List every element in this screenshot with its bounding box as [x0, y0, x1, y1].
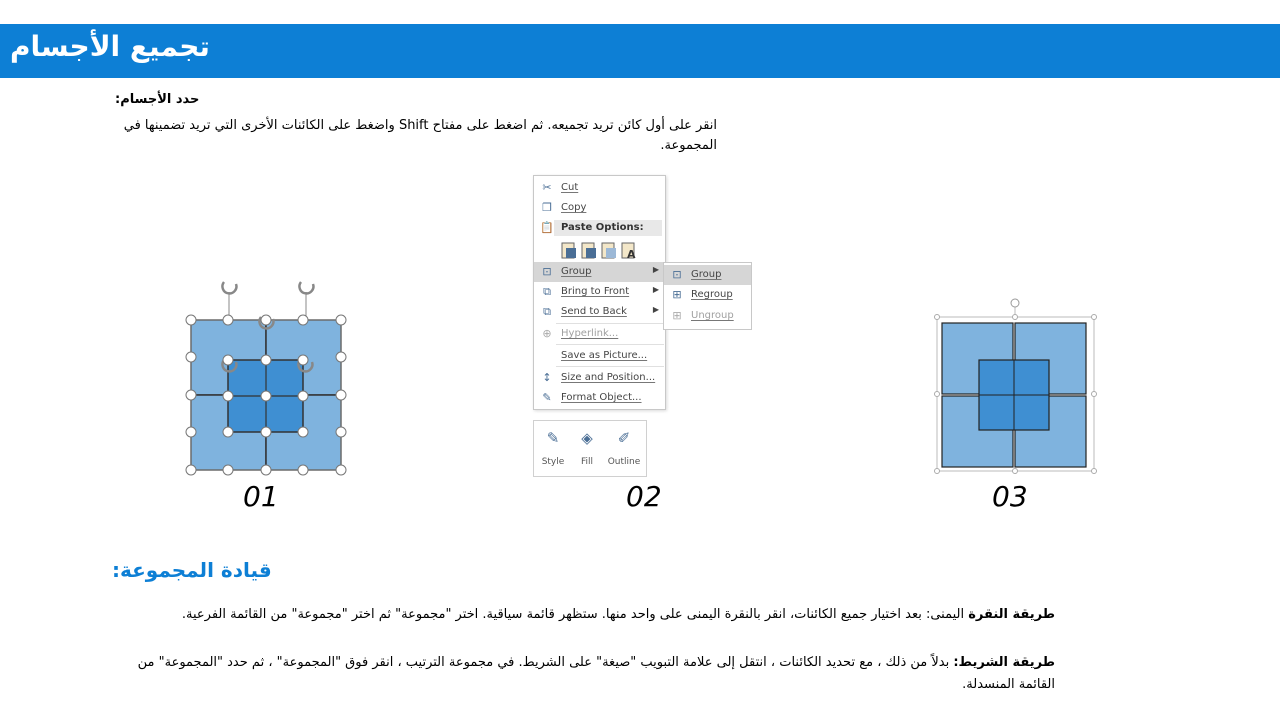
outline-button[interactable]: ✐ Outline — [607, 429, 641, 467]
title-banner — [0, 24, 1280, 78]
copy-icon: ❐ — [542, 201, 552, 214]
step3-illustration — [930, 295, 1100, 480]
group-command-heading: قيادة المجموعة: — [112, 558, 272, 582]
right-click-method-paragraph — [113, 604, 1055, 626]
paste-options-label: Paste Options: — [554, 220, 662, 236]
right-click-method-text: اليمنى: بعد اختيار جميع الكائنات، انقر بالنقرة اليمنى على واحد منها. ستظهر قائمة سياقية. اختر "مجموعة" ثم اختر "مجموعة" من القائمة الفرعية. — [181, 607, 969, 622]
bring-front-icon: ⧉ — [543, 285, 551, 298]
submenu-item-group[interactable]: ⊡ Group — [664, 265, 751, 285]
menu-item-format-object[interactable]: ✎ Format Object... — [534, 388, 665, 408]
chevron-right-icon: ▶ — [652, 265, 659, 274]
submenu-item-ungroup[interactable]: ⊞ Ungroup — [664, 306, 751, 326]
send-back-icon: ⧉ — [543, 305, 551, 318]
paste-keep-icon[interactable] — [561, 240, 641, 260]
chevron-right-icon: ▶ — [652, 285, 659, 294]
rotate-handle-icon[interactable] — [1011, 299, 1019, 307]
page-title: تجميع الأجسام — [10, 30, 210, 63]
menu-item-save-picture[interactable]: Save as Picture... — [561, 350, 648, 361]
menu-item-group[interactable]: ⊡ Group ▶ — [534, 262, 665, 282]
step-number-3: 03 — [992, 480, 1028, 513]
submenu-item-regroup[interactable]: ⊞ Regroup — [664, 285, 751, 305]
ribbon-method-text: بدلاً من ذلك ، مع تحديد الكائنات ، انتقل إلى علامة التبويب "صيغة" على الشريط. في مجموعة الترتيب ، انقر فوق "المجموعة" ، ثم حدد "المجموعة" من القائمة المنسدلة. — [137, 655, 1055, 692]
step-number-2: 02 — [626, 480, 662, 513]
select-objects-text: انقر على أول كائن تريد تجميعه. ثم اضغط على مفتاح Shift واضغط على الكائنات الأخرى التي تريد تضمينها في المجموعة. — [123, 118, 717, 153]
style-icon: ✎ — [546, 429, 560, 447]
right-click-method-label: طريقة النقرة — [968, 607, 1055, 622]
group-icon: ⊡ — [542, 265, 552, 278]
group-icon: ⊡ — [672, 268, 682, 281]
link-icon: ⊕ — [542, 327, 552, 340]
fill-bucket-icon: ◈ — [581, 429, 593, 447]
paste-buttons — [561, 240, 641, 262]
step-number-1: 01 — [243, 480, 279, 513]
menu-item-hyperlink[interactable]: ⊕ Hyperlink... — [534, 324, 665, 344]
format-icon: ✎ — [542, 391, 552, 404]
svg-text:A: A — [627, 248, 636, 260]
ribbon-method-label: طريقة الشريط: — [953, 655, 1055, 670]
menu-item-copy[interactable]: ❐ Copy — [534, 198, 665, 218]
menu-item-send-back[interactable]: ⧉ Send to Back ▶ — [534, 302, 665, 322]
style-button[interactable]: ✎ Style — [538, 427, 568, 471]
mini-toolbar — [533, 420, 647, 477]
context-menu — [533, 175, 666, 410]
menu-item-cut[interactable]: ✂ Cut — [534, 178, 665, 198]
group-submenu — [663, 262, 752, 330]
scissors-icon: ✂ — [542, 181, 552, 194]
menu-item-bring-front[interactable]: ⧉ Bring to Front ▶ — [534, 282, 665, 302]
regroup-icon: ⊞ — [672, 288, 682, 301]
size-icon: ↕ — [542, 371, 552, 384]
fill-button[interactable]: ◈ Fill — [572, 427, 602, 471]
ribbon-method-paragraph — [113, 652, 1055, 696]
outline-pen-icon: ✐ — [617, 429, 631, 447]
select-objects-heading: حدد الأجسام: — [115, 92, 200, 107]
chevron-right-icon: ▶ — [652, 305, 659, 314]
paste-icon: 📋 — [540, 221, 554, 234]
menu-item-size-position[interactable]: ↕ Size and Position... — [534, 368, 665, 388]
step1-illustration — [180, 270, 355, 480]
ungroup-icon: ⊞ — [672, 309, 682, 322]
